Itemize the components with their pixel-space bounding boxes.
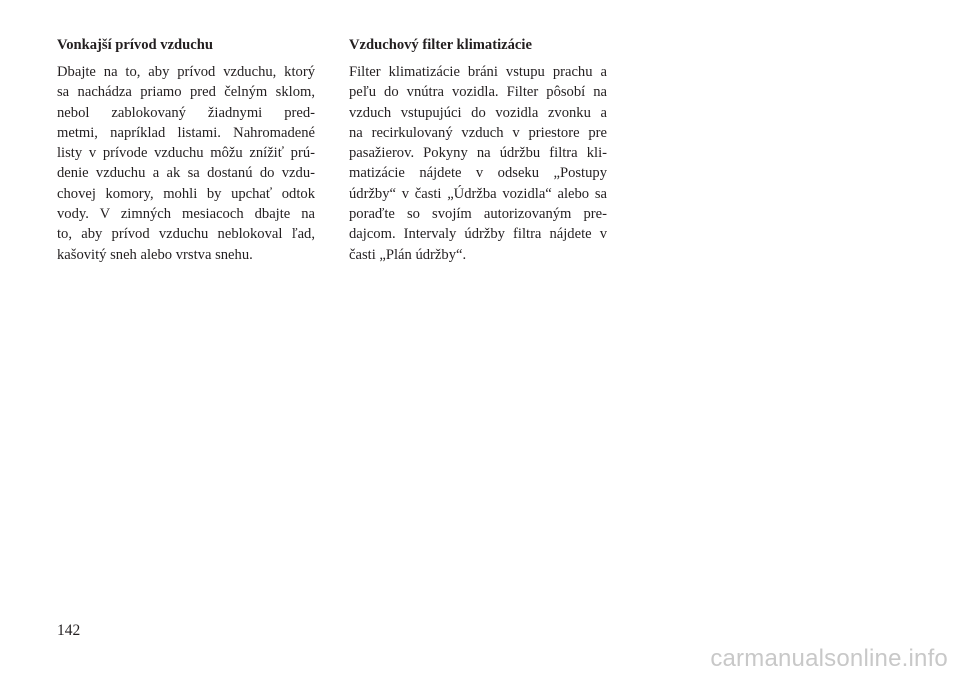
text-line: chovej komory, mohli by upchať odtok [57,185,315,202]
text-line: nebol zablokovaný žiadnymi pred- [57,104,315,121]
text-line: peľu do vnútra vozidla. Filter pôsobí na [349,84,607,101]
paragraph-outside-air-intake [57,62,315,265]
text-line: metmi, napríklad listami. Nahromadené [57,124,315,141]
watermark-text: carmanualsonline.info [710,645,948,672]
text-line: matizácie nájdete v odseku „Postupy [349,165,607,182]
text-line: pasažierov. Pokyny na údržbu filtra kli- [349,145,607,162]
text-line: na recirkulovaný vzduch v priestore pre [349,124,607,141]
text-line: Dbajte na to, aby prívod vzduchu, ktorý [57,64,315,80]
text-line: kašovitý sneh alebo vrstva snehu. [57,246,253,263]
text-line: denie vzduchu a ak sa dostanú do vzdu- [57,165,315,182]
text-line: poraďte so svojím autorizovaným pre- [349,206,607,223]
text-line: sa nachádza priamo pred čelným sklom, [57,84,315,101]
text-line: časti „Plán údržby“. [349,246,467,263]
text-line: to, aby prívod vzduchu neblokoval ľad, [57,226,315,243]
text-line: vody. V zimných mesiacoch dbajte na [57,206,315,223]
paragraph-cabin-air-filter [349,62,607,265]
right-column [349,36,607,265]
left-column [57,36,315,265]
section-heading-outside-air-intake: Vonkajší prívod vzduchu [57,37,213,53]
text-line: listy v prívode vzduchu môžu znížiť prú- [57,145,315,162]
text-line: údržby“ v časti „Údržba vozidla“ alebo sa [349,185,607,202]
text-line: vzduch vstupujúci do vozidla zvonku a [349,104,607,121]
text-line: dajcom. Intervaly údržby filtra nájdete v [349,226,607,243]
page-number: 142 [57,622,81,639]
text-line: Filter klimatizácie bráni vstupu prachu a [349,64,607,80]
section-heading-cabin-air-filter: Vzduchový filter klimatizácie [349,37,532,53]
